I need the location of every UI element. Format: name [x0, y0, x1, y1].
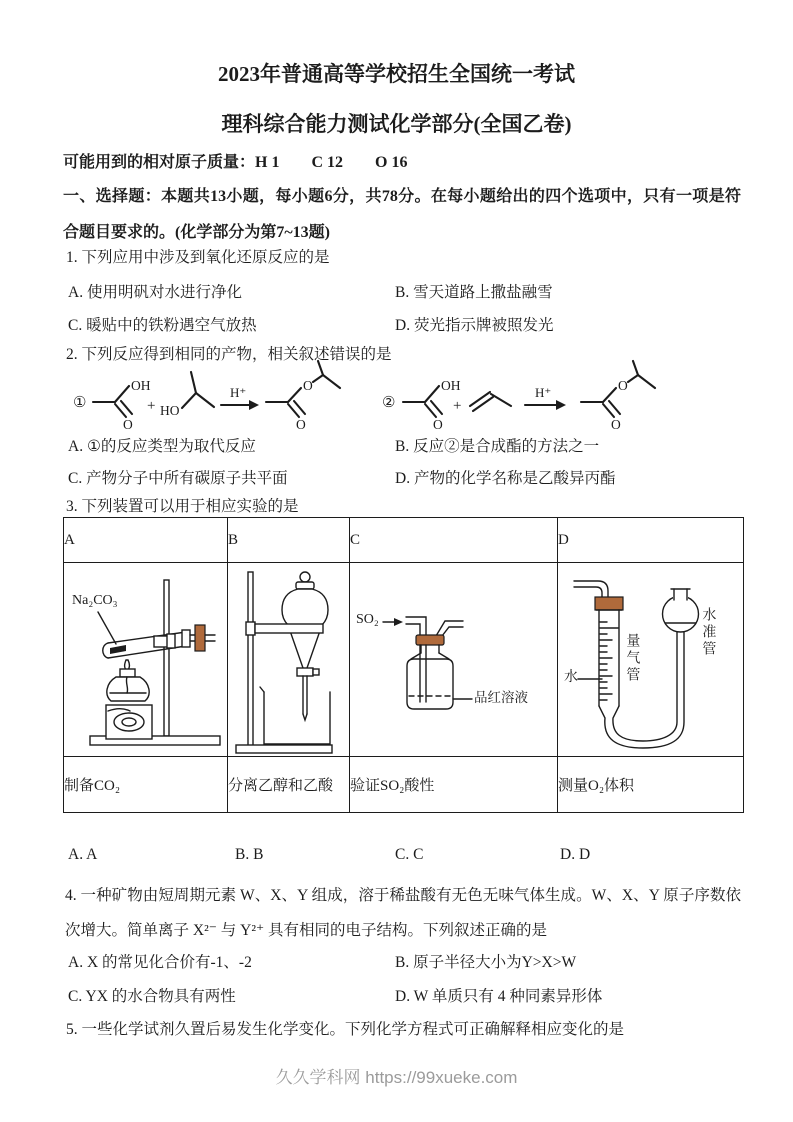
header-cell-c: C: [350, 518, 558, 563]
q1-option-c: C. 暖贴中的铁粉遇空气放热: [68, 317, 257, 334]
q1-options-row-1: [68, 280, 740, 302]
q4-options-row-2: [68, 984, 740, 1006]
rubber-stopper: [595, 597, 623, 610]
label-pointer: [98, 612, 116, 644]
reaction-1-diagram: [63, 358, 373, 432]
catalyst-label-1: H⁺: [230, 385, 247, 400]
q1-option-b: B. 雪天道路上撒盐融雪: [395, 284, 553, 301]
bottle-body: [407, 659, 453, 709]
q2-option-b: B. 反应②是合成酯的方法之一: [395, 438, 600, 455]
solution-label: 品红溶液: [474, 690, 528, 705]
q1-options-row-2: [68, 313, 740, 335]
plus-sign: +: [147, 398, 156, 414]
caption-cell-d: 测量O₂体积: [558, 757, 744, 813]
header-cell-d: D: [558, 518, 744, 563]
gas-washing-bottle-diagram: [350, 564, 554, 756]
carbonyl-o-label: O: [123, 417, 133, 432]
apparatus-table: [63, 517, 744, 813]
u-tube: [599, 632, 684, 748]
caption-cell-c: 验证SO₂酸性: [350, 757, 558, 813]
clamp-arm: [255, 624, 323, 633]
outlet-tube: [436, 621, 463, 636]
catalyst-label-2: H⁺: [535, 385, 552, 400]
q2-options-row-1: [68, 434, 740, 456]
q2-option-d: D. 产物的化学名称是乙酸异丙酯: [395, 470, 616, 487]
header-cell-a: A: [64, 518, 228, 563]
q3-answer-options-row: [68, 846, 740, 864]
separation-setup-diagram: [228, 564, 346, 756]
rubber-stopper: [195, 625, 205, 651]
reaction-1-number: ①: [73, 395, 87, 411]
q2-reaction-diagrams: [63, 358, 705, 432]
water-label: 水: [564, 670, 578, 685]
q2-option-a: A. ①的反应类型为取代反应: [68, 438, 256, 455]
q2-option-c: C. 产物分子中所有碳原子共平面: [68, 470, 288, 487]
q1-option-d: D. 荧光指示牌被照发光: [395, 317, 554, 334]
caption-cell-b: 分离乙醇和乙酸: [228, 757, 350, 813]
clamp: [246, 622, 255, 635]
gas-tube-label: 量气管: [624, 633, 640, 684]
q3-option-d: D. D: [560, 846, 591, 863]
rubber-stopper: [416, 635, 444, 645]
apparatus-cell-d: [558, 563, 744, 757]
level-tube-label: 水准管: [700, 607, 716, 658]
plus-sign: +: [453, 398, 462, 414]
header-cell-b: B: [228, 518, 350, 563]
ho-label: HO: [160, 403, 180, 418]
arrow-head: [249, 400, 259, 410]
q5-stem: 5. 一些化学试剂久置后易发生化学变化。下列化学方程式可正确解释相应变化的是: [66, 1021, 625, 1038]
section-intro: 一、选择题：本题共13小题，每小题6分，共78分。在每小题给出的四个选项中，只有一项是符合题目要求的。(化学部分为第7~13题): [63, 188, 741, 241]
apparatus-cell-c: [350, 563, 558, 757]
site-watermark: 久久学科网 https://99xueke.com: [275, 1068, 518, 1087]
reaction-2-number: ②: [382, 395, 396, 411]
lamp-cap: [120, 669, 135, 677]
apparatus-diagram-row: [64, 563, 744, 757]
apparatus-header-row: [64, 518, 744, 563]
reagent-label: Na₂CO₃: [72, 593, 118, 608]
q4-option-b: B. 原子半径大小为Y>X>W: [395, 954, 577, 971]
funnel-stopper: [300, 572, 310, 582]
caption-cell-a: 制备CO₂: [64, 757, 228, 813]
apparatus-cell-a: [64, 563, 228, 757]
q3-option-a: A. A: [68, 846, 98, 863]
stand-rod: [248, 572, 253, 746]
stand-rod: [164, 580, 169, 736]
q1-stem: 1. 下列应用中涉及到氧化还原反应的是: [66, 249, 330, 266]
gas-label: SO₂: [356, 612, 379, 627]
apparatus-cell-b: [228, 563, 350, 757]
beaker: [264, 692, 330, 744]
carbonyl-o-label: O: [433, 417, 443, 432]
q1-option-a: A. 使用明矾对水进行净化: [68, 284, 242, 301]
ester-carbonyl-o: O: [296, 417, 306, 432]
atomic-mass-note: 可能用到的相对原子质量：H 1 C 12 O 16: [63, 154, 408, 171]
q3-option-c: C. C: [395, 846, 424, 863]
stand-base: [236, 745, 332, 753]
gas-volume-diagram: [558, 564, 740, 756]
q2-stem: 2. 下列反应得到相同的产物，相关叙述错误的是: [66, 346, 392, 363]
q2-options-row-2: [68, 466, 740, 488]
q3-stem: 3. 下列装置可以用于相应实验的是: [66, 498, 299, 515]
hydroxyl-label: OH: [441, 378, 461, 393]
ester-o-label: O: [618, 378, 628, 393]
inlet-tube: [406, 617, 426, 636]
q4-option-d: D. W 单质只有 4 种同素异形体: [395, 988, 603, 1005]
gas-inlet-tube: [574, 581, 608, 598]
q4-option-a: A. X 的常见化合价有-1、-2: [68, 954, 252, 971]
separating-funnel: [282, 589, 328, 625]
stopcock: [297, 668, 313, 676]
arrow-head: [556, 400, 566, 410]
q4-stem: 4. 一种矿物由短周期元素 W、X、Y 组成，溶于稀盐酸有无色无味气体生成。W、X、Y 原子序数依次增大。简单离子 X²⁻ 与 Y²⁺ 具有相同的电子结构。下列叙述正确的是: [65, 887, 741, 939]
q4-options-row-1: [68, 950, 740, 972]
page-subtitle: 理科综合能力测试化学部分(全国乙卷): [221, 112, 572, 136]
tube-stopper: [182, 630, 190, 647]
solid-reagent: [110, 645, 126, 654]
leveling-bulb: [663, 596, 699, 632]
hydroxyl-label: OH: [131, 378, 151, 393]
q4-option-c: C. YX 的水合物具有两性: [68, 988, 236, 1005]
page-title: 2023年普通高等学校招生全国统一考试: [218, 62, 575, 86]
q3-option-b: B. B: [235, 846, 264, 863]
gas-flow-arrow: [394, 618, 403, 626]
clamp: [154, 636, 168, 647]
ester-o-label: O: [303, 378, 313, 393]
ester-carbonyl-o: O: [611, 417, 621, 432]
apparatus-caption-row: [64, 757, 744, 813]
reaction-2-diagram: [373, 358, 705, 432]
